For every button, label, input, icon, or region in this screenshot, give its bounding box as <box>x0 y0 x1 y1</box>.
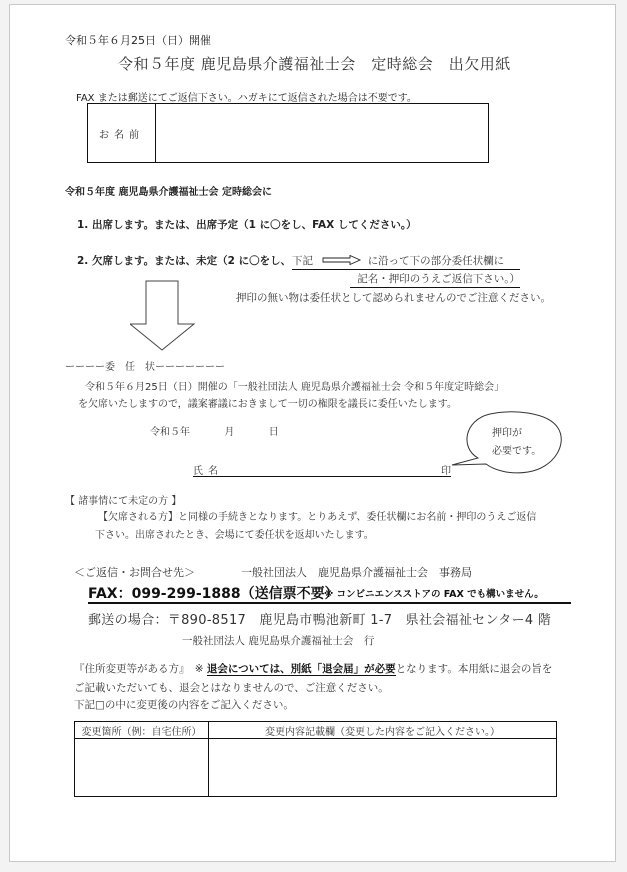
change-table-row <box>75 739 557 797</box>
proxy-text-line1: 令和５年６月25日（日）開催の「一般社団法人 鹿児島県介護福祉士会 令和５年度定時総会」 <box>85 382 505 393</box>
bubble-line1: 押印が <box>492 428 522 439</box>
change-text-line2: ご記載いただいても、退会とはなりませんので、ご注意ください。 <box>74 682 389 694</box>
down-arrow-icon <box>130 280 196 352</box>
proxy-date-month: 月 <box>224 427 235 438</box>
fax-note: FAX または郵送にてご返信下さい。ハガキにて返信された場合は不要です。 <box>76 93 417 104</box>
change-location-field[interactable] <box>75 739 209 797</box>
seal-note: 押印の無い物は委任状として認められませんのでご注意ください。 <box>236 292 551 304</box>
contact-heading: ＜ご返信・お問合せ先＞ <box>74 566 195 579</box>
withdrawal-note: 退会については、別紙「退会届」が必要 <box>206 663 396 675</box>
change-table-header-content: 変更内容記載欄（変更した内容をご記入ください。） <box>209 722 557 739</box>
meeting-date: 令和５年６月25日（日）開催 <box>65 34 211 47</box>
document-title: 令和５年度 鹿児島県介護福祉士会 定時総会 出欠用紙 <box>118 55 511 73</box>
signature-label: 氏名 <box>193 466 223 477</box>
option-absent: 2. 欠席します。または、未定（2 に〇をし、 <box>77 255 292 267</box>
proxy-heading: ーーーー委 任 状ーーーーーーー <box>65 362 225 373</box>
option2-link-prefix: 下記 <box>292 255 313 267</box>
name-table <box>87 103 489 163</box>
fax-convenience-note: ※ コンビニエンスストアの FAX でも構いません。 <box>324 589 544 600</box>
section-heading: 令和５年度 鹿児島県介護福祉士会 定時総会に <box>65 187 272 198</box>
change-text-line3: 下記□の中に変更後の内容をご記入ください。 <box>74 699 294 711</box>
change-heading-suffix: となります。本用紙に退会の旨を <box>395 663 553 675</box>
speech-bubble-text <box>492 425 541 461</box>
proxy-date-year: 令和５年 <box>150 427 190 438</box>
undecided-text-line2: 下さい。出席されたとき、会場にて委任状を返却いたします。 <box>95 530 374 541</box>
bubble-line2: 必要です。 <box>492 446 542 457</box>
mail-recipient: 一般社団法人 鹿児島県介護福祉士会 行 <box>182 635 375 647</box>
mail-address: 郵送の場合：〒890-8517 鹿児島市鴨池新町 1-7 県社会福祉センター4 階 <box>88 613 552 628</box>
change-table <box>74 721 557 797</box>
proxy-date <box>150 423 279 438</box>
undecided-heading: 【 諸事情にて未定の方 】 <box>65 496 182 507</box>
change-content-field[interactable] <box>209 739 557 797</box>
contact-org: 一般社団法人 鹿児島県介護福祉士会 事務局 <box>241 566 472 579</box>
fax-line <box>88 583 571 604</box>
document-page <box>9 4 616 862</box>
option2-link-suffix: に沿って下の部分委任状欄に <box>367 255 505 267</box>
option-attend: 1. 出席します。または、出席予定（1 に〇をし、FAX してください。） <box>77 219 417 231</box>
proxy-text-line2: を欠席いたしますので，議案審議におきまして一切の権限を議長に委任いたします。 <box>78 399 457 410</box>
name-label: お名前 <box>88 104 156 162</box>
option2-instruction-line2: 記名・押印のうえご返信下さい。） <box>350 271 520 288</box>
change-table-header-location: 変更箇所（例：自宅住所） <box>75 722 209 739</box>
change-heading-prefix: 『住所変更等がある方』 ※ <box>74 663 207 675</box>
undecided-text-line1: 【欠席される方】と同様の手続きとなります。とりあえず、委任状欄にお名前・押印のうえご返信 <box>98 512 537 523</box>
signature-line[interactable] <box>193 462 451 477</box>
right-arrow-icon <box>322 255 362 265</box>
fax-number: FAX：099-299-1888（送信票不要） <box>88 586 339 602</box>
name-field[interactable] <box>156 104 488 162</box>
change-table-header-row <box>75 722 557 739</box>
seal-label: 印 <box>441 466 451 477</box>
change-heading <box>74 661 552 676</box>
proxy-date-day: 日 <box>268 427 279 438</box>
